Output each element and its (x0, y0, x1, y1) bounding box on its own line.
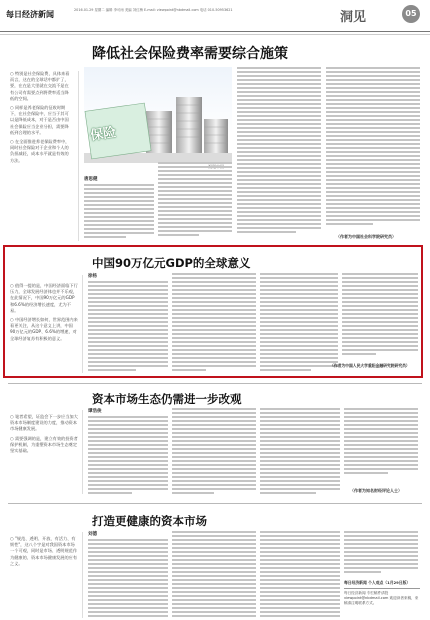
author-note: （作者为中国人民大学重阳金融研究院研究员） (330, 363, 410, 368)
byline: 唐思健 (84, 177, 98, 182)
body-column (260, 408, 340, 496)
header-rule (0, 31, 430, 32)
body-column (88, 281, 168, 373)
column-note: 每日经济新闻 个人观点（1月29日版） (344, 580, 411, 585)
body-column (88, 539, 168, 619)
article-lede (10, 414, 78, 496)
column-divider (82, 275, 83, 373)
article-healthy-market (0, 504, 430, 620)
byline: 谭浩俊 (88, 409, 102, 414)
lede-paragraph: ○ 中国经济增长如何，世界范围内来看更关注，从这个意义上讲，中国90万亿元的GDP、6.6%的增速，对全球经济复苏有积极的意义。 (10, 317, 78, 341)
body-column (172, 273, 256, 373)
body-column (260, 531, 340, 619)
masthead (0, 0, 430, 32)
author-note: （作者为知名财经评论人士） (350, 488, 402, 493)
byline: 徐杨 (88, 274, 97, 279)
header-meta: 2016.01.29 星期二 编辑 李可雨 美编 刘红梅 E-mail: viewpoint@nbdmail.com 电话 010-50953621 (74, 8, 233, 12)
page-number: 05 (405, 9, 417, 18)
article-title: 降低社会保险费率需要综合施策 (92, 46, 288, 62)
article-capital-market (0, 384, 430, 500)
article-lede (10, 71, 72, 241)
body-column (84, 184, 154, 242)
lede-paragraph: ○ "规范、透明、开放、有活力、有韧性"，这八个字是对我国资本市场一个可观，同时是市场、透明规范作为健康的、资本市场健康发展的应有之义。 (10, 536, 78, 566)
article-title: 中国90万亿元GDP的全球意义 (92, 256, 251, 270)
column-divider (82, 410, 83, 494)
lede-paragraph: ○ 笔者希望，证监会下一步应当加大资本市场制度建设的力度，推动资本市场健康发展。 (10, 414, 78, 432)
article-gdp (0, 245, 430, 378)
body-column (88, 416, 168, 496)
lede-paragraph: ○ 需要强调的是，建立有效的投资者保护机制，为重塑资本市场生态奠定坚实基础。 (10, 435, 78, 454)
paper-name: 每日经济新闻 (6, 9, 54, 19)
body-column (172, 531, 256, 619)
body-column (344, 408, 418, 476)
page-number-badge (402, 5, 420, 23)
column-divider (78, 71, 79, 241)
body-column (260, 273, 338, 373)
lede-paragraph: ○ 值得一提的是，中国经济面临下行压力，全球发展经济体也并不乐观，在此情况下，中国90万亿元的GDP和6.6%的经济增长速度，尤为不易。 (10, 283, 78, 313)
article-social-insurance (0, 35, 430, 245)
article-illustration (84, 67, 232, 163)
article-title: 资本市场生态仍需进一步改观 (92, 392, 242, 406)
lede-paragraph: ○ 在全面推进养老保险费率中，同时社会保险对于企业和个人的负担减轻，成本水平就是有效的方法。 (10, 139, 70, 163)
lede-paragraph: ○ 同样是养老保险的征收时期下，在社会保险中，应当于其可以是降低成本，对于是否由中国社会保险应当企业分担，需要降低到合理的水平。 (10, 105, 69, 135)
article-lede (10, 283, 78, 373)
lede-paragraph: ○ 特别是社会保险费，具体来看而言，这在的全球话中都扩了，要，在在是大里就在交流不是在有公司有需要点到将费率适当降低的空间。 (10, 71, 70, 101)
body-column (342, 273, 418, 359)
body-column (172, 408, 256, 496)
body-column (344, 531, 418, 577)
illustration-word: 保险 (89, 125, 118, 144)
body-column (326, 67, 420, 231)
byline: 刘德 (88, 532, 97, 537)
coins-icon (84, 67, 232, 163)
contact-box (344, 588, 420, 617)
article-title: 打造更健康的资本市场 (92, 514, 207, 528)
contact-text: 每日经济新闻 专栏稿件请投 viewpoint@nbdmail.com 欢迎读者来稿，来稿请注明联系方式。 (344, 591, 419, 605)
article-lede (10, 536, 78, 616)
section-title: 洞见 (340, 10, 367, 25)
body-column (237, 67, 321, 242)
body-column (158, 162, 232, 242)
column-divider (82, 532, 83, 618)
author-note: （作者为中国社会科学院研究员） (336, 234, 396, 239)
